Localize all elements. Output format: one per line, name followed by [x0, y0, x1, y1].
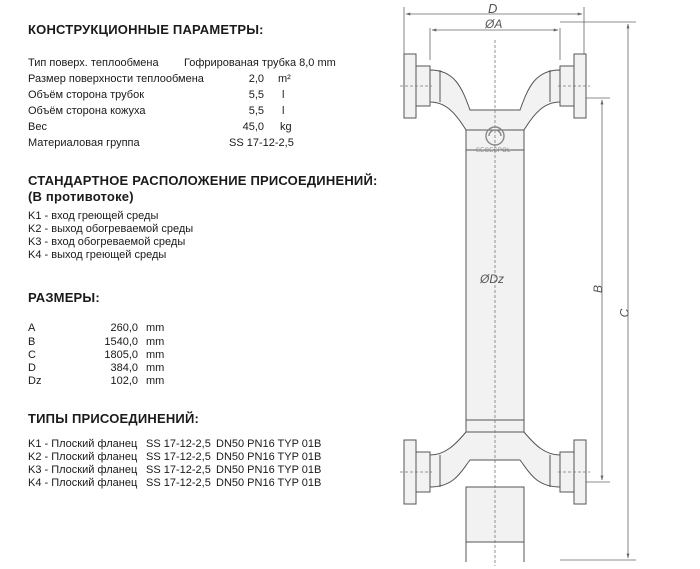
construction-unit: kg: [280, 121, 292, 133]
construction-unit: l: [282, 105, 285, 117]
dimension-label: C: [28, 349, 36, 361]
connection-type-material: SS 17-12-2,5: [146, 477, 211, 489]
construction-label: Объём сторона кожуха: [28, 105, 146, 117]
connection-type-name: K4 - Плоский фланец: [28, 477, 138, 489]
connection-type-material: SS 17-12-2,5: [146, 451, 211, 463]
construction-value: 45,0: [242, 121, 264, 133]
connection-type-spec: DN50 PN16 TYP 01B: [216, 464, 322, 476]
dimension-unit: mm: [146, 336, 165, 348]
connection-type-material: SS 17-12-2,5: [146, 464, 211, 476]
dim-label-c: C: [617, 308, 632, 318]
construction-value: 5,5: [248, 89, 264, 101]
connection-item: K4 - выход греющей среды: [28, 249, 167, 261]
logo-text: SECESPOL: [476, 148, 511, 154]
construction-label: Вес: [28, 121, 47, 133]
connection-item: K2 - выход обогреваемой среды: [28, 223, 194, 235]
dim-label-b: B: [591, 284, 606, 294]
connection-type-material: SS 17-12-2,5: [146, 438, 211, 450]
connection-type-name: K1 - Плоский фланец: [28, 438, 138, 450]
dimension-value: 1805,0: [104, 349, 138, 361]
dimensions-heading: РАЗМЕРЫ:: [28, 290, 100, 305]
connection-type-name: K2 - Плоский фланец: [28, 451, 138, 463]
connection-type-spec: DN50 PN16 TYP 01B: [216, 477, 322, 489]
dimension-label: B: [28, 336, 36, 348]
connection-type-name: K3 - Плоский фланец: [28, 464, 138, 476]
construction-value: Гофрированая трубка 8,0 mm: [184, 57, 336, 69]
dimension-value: 384,0: [110, 362, 138, 374]
construction-heading: КОНСТРУКЦИОННЫЕ ПАРАМЕТРЫ:: [28, 22, 264, 37]
dimension-unit: mm: [146, 349, 165, 361]
dimension-unit: mm: [146, 375, 165, 387]
construction-label: Размер поверхности теплообмена: [28, 73, 204, 85]
dimension-unit: mm: [146, 322, 165, 334]
connection-item: K3 - вход обогреваемой среды: [28, 236, 186, 248]
connection-type-spec: DN50 PN16 TYP 01B: [216, 451, 322, 463]
construction-label: Материаловая группа: [28, 137, 140, 149]
construction-value: SS 17-12-2,5: [229, 137, 294, 149]
connections-layout-heading: СТАНДАРТНОЕ РАСПОЛОЖЕНИЕ ПРИСОЕДИНЕНИЙ:: [28, 173, 378, 188]
construction-unit: m²: [278, 73, 291, 85]
connection-item: K1 - вход греющей среды: [28, 210, 159, 222]
dimension-unit: mm: [146, 362, 165, 374]
construction-value: 2,0: [248, 73, 264, 85]
dimension-label: A: [28, 322, 36, 334]
dimension-value: 102,0: [110, 375, 138, 387]
dim-label-d: D: [488, 1, 498, 16]
construction-value: 5,5: [248, 105, 264, 117]
dimension-label: D: [28, 362, 36, 374]
connections-layout-subheading: (В противотоке): [28, 189, 134, 204]
dimension-value: 1540,0: [104, 336, 138, 348]
dim-label-dz: ØDz: [480, 272, 504, 286]
construction-label: Тип поверх. теплообмена: [28, 57, 159, 69]
connection-type-spec: DN50 PN16 TYP 01B: [216, 438, 322, 450]
construction-unit: l: [282, 89, 285, 101]
connection-types-heading: ТИПЫ ПРИСОЕДИНЕНИЙ:: [28, 411, 200, 426]
construction-label: Объём сторона трубок: [28, 89, 145, 101]
dimension-label: Dz: [28, 375, 42, 387]
dim-label-a: ØA: [485, 17, 503, 31]
dimension-value: 260,0: [110, 322, 138, 334]
